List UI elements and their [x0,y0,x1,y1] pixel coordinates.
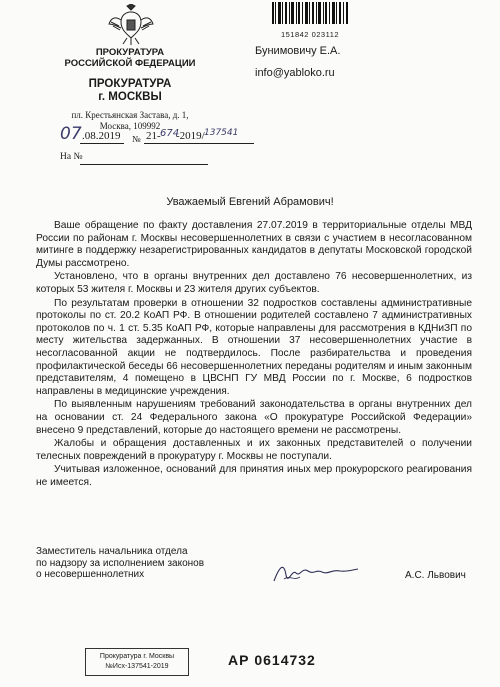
org-name-line3: ПРОКУРАТУРА [88,78,172,90]
outgoing-stamp [85,648,189,676]
date-rest: .08.2019 [82,130,121,142]
stamp-line2: №Исх-137541-2019 [105,663,169,670]
body-paragraph-1: Ваше обращение по факту доставления 27.07.2019 в территориальные отделы МВД России по районам г. Москвы несовершеннолетних в связи с участием в несогласованном митинге в поддержку незарегистрированных кандидатов в депутаты Московской городской Думы рассмотрено. [36,220,472,269]
barcode [270,2,350,38]
org-name-line2: РОССИЙСКОЙ ФЕДЕРАЦИИ [64,58,196,69]
number-underline [144,143,254,144]
stamp-line1: Прокуратура г. Москвы [99,653,175,660]
address-line2: Москва, 109992 [99,120,161,131]
number-prefix: 21- [146,130,161,142]
number-tail-handwritten: 137541 [204,128,239,138]
body-paragraph-4: По выявленным нарушениям требований законодательства в органы внутренних дел на основании ст. 24 Федерального закона «О прокуратуре Российской Федерации» внесено 9 представлений, которые до настоящего времени не рассмотрены. [36,399,472,436]
signer-position-line1: Заместитель начальника отдела [36,546,188,557]
body-paragraph-3: По результатам проверки в отношении 32 подростков составлены административные протоколы по ст. 20.2 КоАП РФ. В отношении родителей составлено 7 административных протоколов по ч. 1 ст. 5.35 КоАП РФ, которые направлены для рассмотрения в КДНиЗП по месту жительства задержанных. В отношении 37 несовершеннолетних участие в несогласованной акции не подтвердилось. После разбирательства и проведения профилактической беседы 66 несовершеннолетних переданы родителям и иным законным представителям, 4 помещено в ЦВСНП ГУ МВД России по г. Москве, 6 подростков направлены в медицинские учреждения. [36,297,472,397]
emblem-icon [107,4,155,46]
date-underline [80,143,124,144]
date-day-handwritten: 07 [60,124,82,144]
barcode-number: 151842 023112 [280,30,340,39]
handwritten-signature [270,555,360,589]
signer-position-line2: по надзору за исполнением законов [36,557,205,569]
salutation: Уважаемый Евгений Абрамович! [166,196,334,208]
org-name-line1: ПРОКУРАТУРА [95,47,165,58]
number-handwritten: 674 [160,128,180,139]
signer-name: А.С. Львович [405,570,466,581]
reference-label: На № [60,152,83,162]
reference-underline [80,164,208,165]
org-name-line4: г. МОСКВЫ [98,91,162,103]
body-paragraph-5: Жалобы и обращения доставленных и их законных представителей о получении телесных повреждений в прокуратуру г. Москвы не поступали. [36,438,472,462]
recipient-name: Бунимовичу Е.А. [255,45,341,57]
address-line1: пл. Крестьянская Застава, д. 1, [71,110,189,120]
number-suffix: -2019/ [176,130,205,142]
body-paragraph-6: Учитывая изложенное, оснований для принятия иных мер прокурорского реагирования не имеется. [36,464,472,488]
recipient-email: info@yabloko.ru [255,67,335,79]
form-serial-number: АР 0614732 [228,652,316,668]
signer-position-line3: о несовершеннолетних [36,569,145,580]
body-paragraph-2: Установлено, что в органы внутренних дел доставлено 76 несовершеннолетних, из которых 53 жителя г. Москвы и 23 жителя других субъектов. [36,271,472,295]
number-label: № [132,134,141,144]
